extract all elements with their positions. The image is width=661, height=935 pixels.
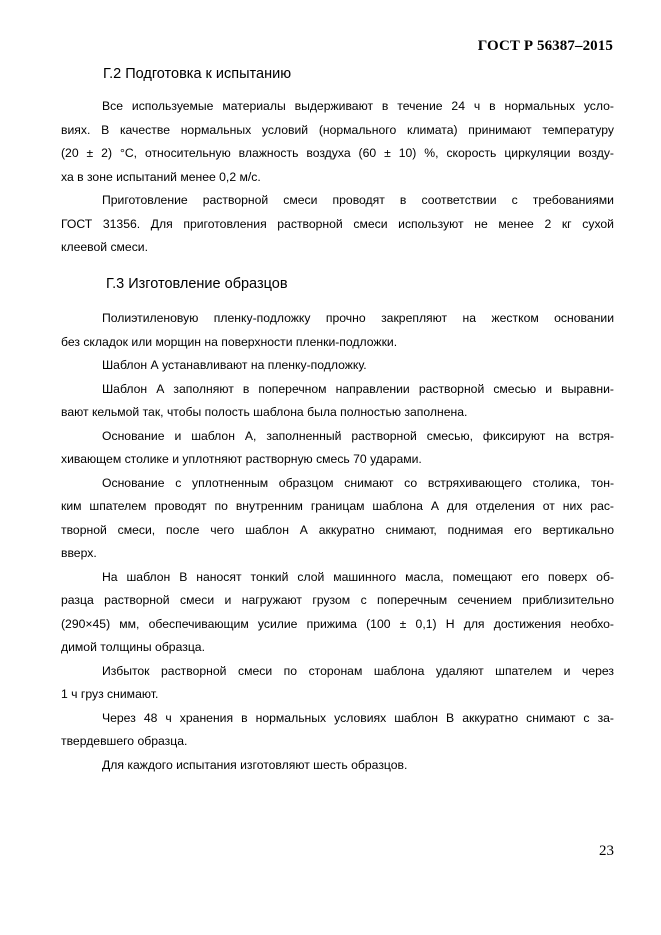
paragraph-line: (20 ± 2) °С, относительную влажность воздуха (60 ± 10) %, скорость циркуляции возду- <box>61 146 614 160</box>
paragraph-line: клеевой смеси. <box>61 240 148 254</box>
paragraph-line: Основание и шаблон А, заполненный растворной смесью, фиксируют на встря- <box>102 428 614 443</box>
page-number: 23 <box>599 843 614 859</box>
standard-code-header: ГОСТ Р 56387–2015 <box>477 38 613 54</box>
paragraph-line: виях. В качестве нормальных условий (нормального климата) принимают температуру <box>61 122 614 137</box>
paragraph-line: Приготовление растворной смеси проводят в соответствии с требованиями <box>102 193 614 207</box>
paragraph-line: творной смеси, после чего шаблон А аккуратно снимают, поднимая его вертикально <box>61 522 614 537</box>
paragraph-line: На шаблон В наносят тонкий слой машинного масла, помещают его поверх об- <box>102 569 614 584</box>
paragraph-line: Полиэтиленовую пленку-подложку прочно закрепляют на жестком основании <box>102 311 614 325</box>
paragraph-line: разца растворной смеси и нагружают грузом с поперечным сечением приблизительно <box>61 593 614 607</box>
paragraph-line: без складок или морщин на поверхности пленки-подложки. <box>61 334 398 349</box>
paragraph-line: Через 48 ч хранения в нормальных условиях шаблон В аккуратно снимают с за- <box>102 710 614 725</box>
paragraph-line: (290×45) мм, обеспечивающим усилие прижима (100 ± 0,1) Н для достижения необхо- <box>61 616 614 631</box>
paragraph-line: хивающем столике и уплотняют растворную смесь 70 ударами. <box>61 452 422 466</box>
paragraph-line: Избыток растворной смеси по сторонам шаблона удаляют шпателем и через <box>102 663 614 678</box>
paragraph-line: вверх. <box>61 546 97 560</box>
section-g3-body <box>61 307 614 777</box>
paragraph-line: Основание с уплотненным образцом снимают со встряхивающего столика, тон- <box>102 475 614 490</box>
paragraph-line: ха в зоне испытаний менее 0,2 м/с. <box>61 169 261 184</box>
paragraph-line: Все используемые материалы выдерживают в течение 24 ч в нормальных усло- <box>102 99 614 113</box>
section-heading-g3: Г.3 Изготовление образцов <box>106 276 288 292</box>
paragraph-line: вают кельмой так, чтобы полость шаблона была полностью заполнена. <box>61 405 468 419</box>
paragraph-line: 1 ч груз снимают. <box>61 687 159 701</box>
paragraph-line: Шаблон А заполняют в поперечном направлении растворной смесью и выравни- <box>102 381 614 396</box>
paragraph-line: Шаблон А устанавливают на пленку-подложку. <box>102 358 367 372</box>
section-g2-body <box>61 95 614 260</box>
paragraph-line: ГОСТ 31356. Для приготовления растворной смеси используют не менее 2 кг сухой <box>61 216 614 231</box>
paragraph-line: димой толщины образца. <box>61 640 205 654</box>
paragraph-line: ким шпателем проводят по внутренним границам шаблона А для отделения от них рас- <box>61 499 614 513</box>
paragraph-line: Для каждого испытания изготовляют шесть образцов. <box>102 757 408 772</box>
paragraph-line: твердевшего образца. <box>61 734 188 748</box>
section-heading-g2: Г.2 Подготовка к испытанию <box>103 66 292 82</box>
